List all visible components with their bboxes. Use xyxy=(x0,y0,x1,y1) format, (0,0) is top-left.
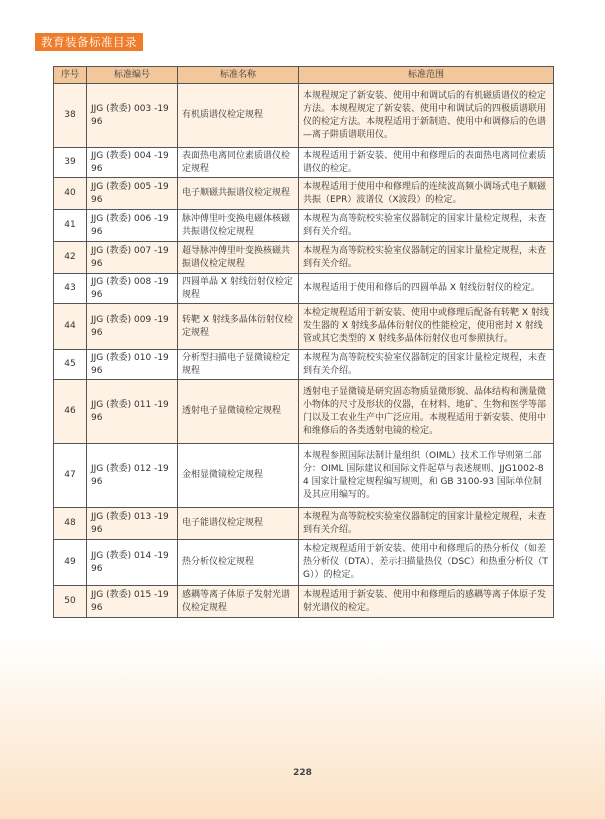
cell-scope: 透射电子显微镜是研究固态物质显微形貌、晶体结构和测量微小物体的尺寸及形状的仪器，在材料、地矿、生物和医学等部门以及工农业生产中广泛应用。本规程适用于新安装、使用中和维修后的各类透射电镜的检定。 xyxy=(299,380,554,444)
cell-code: JJG (教委) 010 -1996 xyxy=(87,350,178,380)
cell-name: 透射电子显微镜检定规程 xyxy=(178,380,299,444)
cell-name: 电子能谱仪检定规程 xyxy=(178,508,299,540)
cell-scope: 本规程规定了新安装、使用中和调试后的有机磁质谱仪的检定方法。本规程规定了新安装、使用中和调试后的四极质谱联用仪的检定方法。本规程适用于新制造、使用中和调修后的色谱—离子阱质谱联用仪。 xyxy=(299,84,554,148)
table-row xyxy=(54,444,554,508)
cell-name: 四圆单晶 X 射线衍射仪检定规程 xyxy=(178,274,299,304)
table-row xyxy=(54,242,554,274)
cell-scope: 本规程为高等院校实验室仪器制定的国家计量检定规程，未查到有关介绍。 xyxy=(299,350,554,380)
cell-scope: 本规程适用于使用中和修理后的连续波高频小调场式电子顺磁共振（EPR）波谱仪（X波段）的检定。 xyxy=(299,178,554,210)
cell-code: JJG (教委) 009 -1996 xyxy=(87,304,178,350)
cell-no: 42 xyxy=(54,242,87,274)
cell-name: 电子顺磁共振谱仪检定规程 xyxy=(178,178,299,210)
cell-name: 分析型扫描电子显微镜检定规程 xyxy=(178,350,299,380)
cell-name: 感耦等离子体原子发射光谱仪检定规程 xyxy=(178,586,299,618)
cell-no: 47 xyxy=(54,444,87,508)
cell-no: 39 xyxy=(54,148,87,178)
table-row xyxy=(54,508,554,540)
table-row xyxy=(54,274,554,304)
cell-no: 48 xyxy=(54,508,87,540)
cell-no: 44 xyxy=(54,304,87,350)
cell-code: JJG (教委) 013 -1996 xyxy=(87,508,178,540)
table-row xyxy=(54,84,554,148)
table-header-row xyxy=(54,67,554,84)
table-row xyxy=(54,148,554,178)
cell-name: 金相显微镜检定规程 xyxy=(178,444,299,508)
page-number: 228 xyxy=(293,768,312,778)
cell-name: 热分析仪检定规程 xyxy=(178,540,299,586)
cell-no: 43 xyxy=(54,274,87,304)
standards-table xyxy=(53,66,554,618)
cell-code: JJG (教委) 015 -1996 xyxy=(87,586,178,618)
cell-name: 脉冲傅里叶变换电磁体核磁共振谱仪检定规程 xyxy=(178,210,299,242)
cell-code: JJG (教委) 005 -1996 xyxy=(87,178,178,210)
cell-no: 38 xyxy=(54,84,87,148)
section-label: 教育装备标准目录 xyxy=(35,33,143,51)
table-row xyxy=(54,304,554,350)
cell-no: 46 xyxy=(54,380,87,444)
cell-code: JJG (教委) 006 -1996 xyxy=(87,210,178,242)
cell-code: JJG (教委) 003 -1996 xyxy=(87,84,178,148)
cell-code: JJG (教委) 008 -1996 xyxy=(87,274,178,304)
cell-no: 41 xyxy=(54,210,87,242)
col-header-scope: 标准范围 xyxy=(299,67,554,84)
cell-scope: 本规程适用于新安装、使用中和修理后的表面热电离同位素质谱仪的检定。 xyxy=(299,148,554,178)
table-row xyxy=(54,210,554,242)
table-row xyxy=(54,540,554,586)
col-header-no: 序号 xyxy=(54,67,87,84)
table-row xyxy=(54,586,554,618)
cell-code: JJG (教委) 014 -1996 xyxy=(87,540,178,586)
table-row xyxy=(54,380,554,444)
table-row xyxy=(54,178,554,210)
col-header-code: 标准编号 xyxy=(87,67,178,84)
cell-code: JJG (教委) 012 -1996 xyxy=(87,444,178,508)
cell-name: 有机质谱仪检定规程 xyxy=(178,84,299,148)
cell-scope: 本检定规程适用于新安装、使用中或修理后配备有转靶 X 射线发生器的 X 射线多晶体衍射仪的性能检定，使用密封 X 射线管或其它类型的 X 射线多晶体衍射仪也可参照执行。 xyxy=(299,304,554,350)
cell-no: 49 xyxy=(54,540,87,586)
cell-scope: 本规程为高等院校实验室仪器制定的国家计量检定规程，未查到有关介绍。 xyxy=(299,508,554,540)
table-row xyxy=(54,350,554,380)
col-header-name: 标准名称 xyxy=(178,67,299,84)
cell-scope: 本规程为高等院校实验室仪器制定的国家计量检定规程，未查到有关介绍。 xyxy=(299,210,554,242)
cell-scope: 本规程为高等院校实验室仪器制定的国家计量检定规程，未查到有关介绍。 xyxy=(299,242,554,274)
cell-name: 超导脉冲傅里叶变换核磁共振谱仪检定规程 xyxy=(178,242,299,274)
cell-no: 40 xyxy=(54,178,87,210)
cell-name: 转靶 X 射线多晶体衍射仪检定规程 xyxy=(178,304,299,350)
cell-name: 表面热电离同位素质谱仪检定规程 xyxy=(178,148,299,178)
cell-scope: 本规程参照国际法制计量组织（OIML）技术工作导则第二部分：OIML 国际建议和国际文件起草与表述规则、JJG1002-84 国家计量检定规程编写规则，和 GB 3100-93 国际单位制及其应用编写的。 xyxy=(299,444,554,508)
cell-no: 45 xyxy=(54,350,87,380)
cell-code: JJG (教委) 004 -1996 xyxy=(87,148,178,178)
cell-scope: 本规程适用于新安装、使用中和修理后的感耦等离子体原子发射光谱仪的检定。 xyxy=(299,586,554,618)
cell-code: JJG (教委) 011 -1996 xyxy=(87,380,178,444)
cell-scope: 本检定规程适用于新安装、使用中和修理后的热分析仪（如差热分析仪（DTA）、差示扫描量热仪（DSC）和热重分析仪（TG））的检定。 xyxy=(299,540,554,586)
cell-no: 50 xyxy=(54,586,87,618)
cell-scope: 本规程适用于使用和修后的四圆单晶 X 射线衍射仪的检定。 xyxy=(299,274,554,304)
cell-code: JJG (教委) 007 -1996 xyxy=(87,242,178,274)
